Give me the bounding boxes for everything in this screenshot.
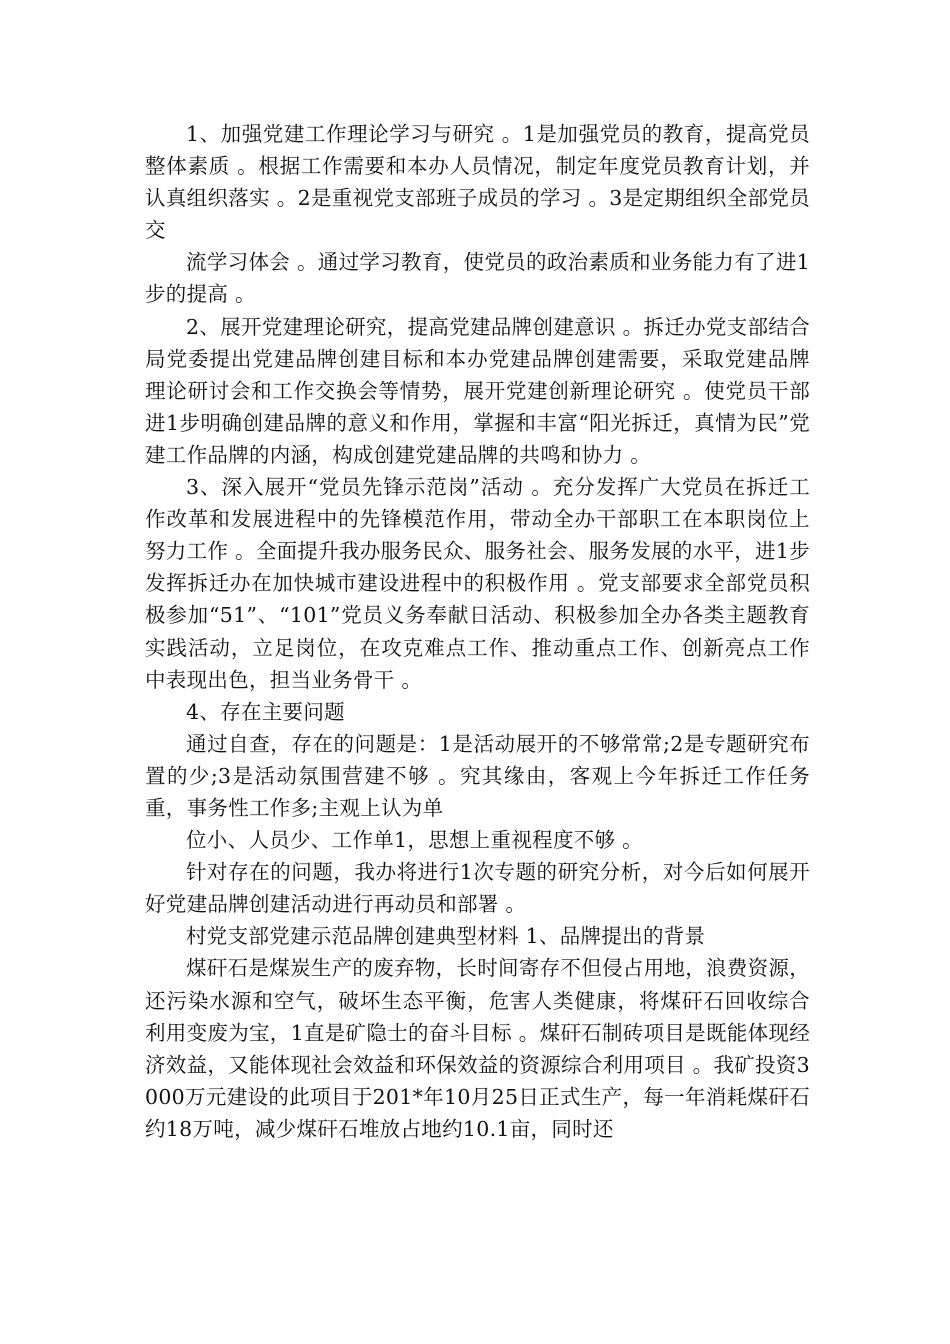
paragraph-self-inspection: 通过自查，存在的问题是：1是活动展开的不够常常;2是专题研究布置的少;3是活动氛围营建不够 。究其缘由，客观上今年拆迁工作任务重，事务性工作多;主观上认为单 [145,731,810,820]
paragraph-coal-gangue: 煤矸石是煤炭生产的废弃物，长时间寄存不但侵占用地，浪费资源，还污染水源和空气，破坏生态平衡，危害人类健康，将煤矸石回收综合利用变废为宝，1直是矿隐士的奋斗目标 。煤矸石制砖项目是既能体现经济效益，又能体现社会效益和环保效益的资源综合利用项目 。我矿投资3000万元建设的此项目于201*年10月25日正式生产，每一年消耗煤矸石约18万吨，减少煤矸石堆放占地约10.1亩，同时还 [145,956,810,1141]
paragraph-theory-research: 2、展开党建理论研究，提高党建品牌创建意识 。拆迁办党支部结合局党委提出党建品牌创建目标和本办党建品牌创建需要，采取党建品牌理论研讨会和工作交换会等情势，展开党建创新理论研究 。使党员干部进1步明确创建品牌的意义和作用，掌握和丰富“阳光拆迁，真情为民”党建工作品牌的内涵，构成创建党建品牌的共鸣和协力 。 [145,314,810,467]
paragraph-study-exchange: 流学习体会 。通过学习教育，使党员的政治素质和业务能力有了进1步的提高 。 [145,250,810,307]
paragraph-self-inspection-cont: 位小、人员少、工作单1，思想上重视程度不够 。 [186,828,643,853]
paragraph-study-research: 1、加强党建工作理论学习与研究 。1是加强党员的教育，提高党员整体素质 。根据工作需要和本办人员情况，制定年度党员教育计划，并认真组织落实 。2是重视党支部班子成员的学习 。3是定期组织全部党员交 [145,122,810,243]
paragraph-remediation: 针对存在的问题，我办将进行1次专题的研究分析，对今后如何展开好党建品牌创建活动进行再动员和部署 。 [145,860,810,917]
document-page [145,118,810,1145]
paragraph-problems-heading: 4、存在主要问题 [186,699,345,724]
paragraph-vanguard-activity: 3、深入展开“党员先锋示范岗”活动 。充分发挥广大党员在拆迁工作改革和发展进程中的先锋模范作用，带动全办干部职工在本职岗位上努力工作 。全面提升我办服务民众、服务社会、服务发展的水平，进1步发挥拆迁办在加快城市建设进程中的积极作用 。党支部要求全部党员积极参加“51”、“101”党员义务奉献日活动、积极参加全办各类主题教育实践活动，立足岗位，在攻克难点工作、推动重点工作、创新亮点工作中表现出色，担当业务骨干 。 [145,475,810,692]
paragraph-section-title: 村党支部党建示范品牌创建典型材料 1、品牌提出的背景 [186,924,706,949]
